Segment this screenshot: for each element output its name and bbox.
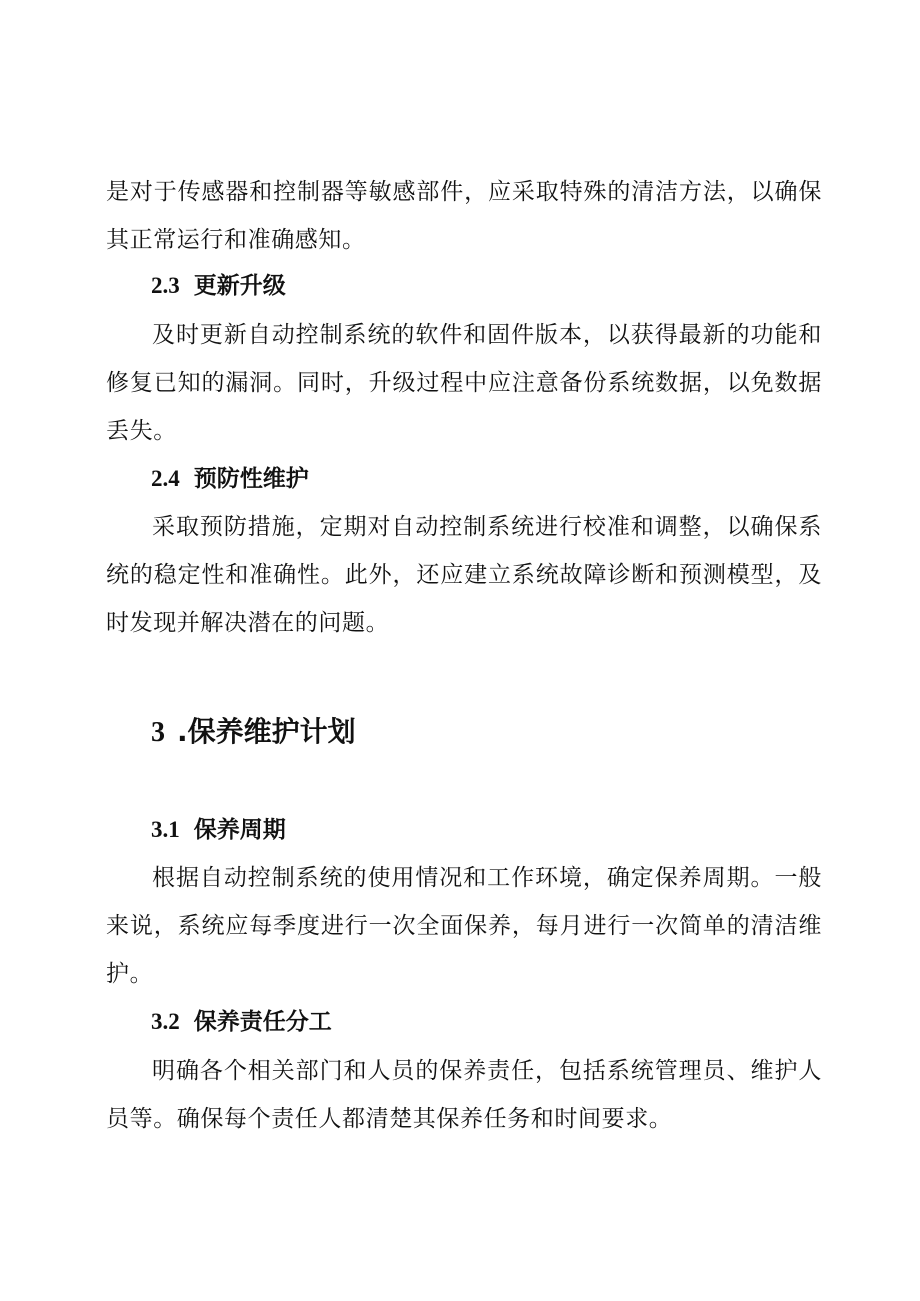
section-body-3-1: 根据自动控制系统的使用情况和工作环境，确定保养周期。一般来说，系统应每季度进行一次全面保养，每月进行一次简单的清洁维护。	[106, 865, 822, 987]
section-body-2-4: 采取预防措施，定期对自动控制系统进行校准和调整，以确保系统的稳定性和准确性。此外，还应建立系统故障诊断和预测模型，及时发现并解决潜在的问题。	[106, 514, 822, 636]
section-body-2-3: 及时更新自动控制系统的软件和固件版本，以获得最新的功能和修复已知的漏洞。同时，升级过程中应注意备份系统数据，以免数据丢失。	[106, 322, 822, 444]
section-heading-3-2	[151, 1007, 332, 1037]
section-title: 保养责任分工	[193, 1009, 332, 1035]
section-heading-2-4	[151, 464, 309, 494]
chapter-heading-3	[151, 714, 356, 751]
chapter-number: 3	[151, 717, 165, 748]
chapter-title: .保养维护计划	[177, 715, 356, 748]
section-heading-3-1	[151, 815, 286, 845]
section-number: 3.1	[151, 817, 180, 842]
section-number: 2.4	[151, 466, 180, 491]
section-title: 保养周期	[193, 817, 286, 843]
section-title: 预防性维护	[193, 466, 309, 492]
section-number: 2.3	[151, 273, 180, 298]
section-heading-2-3	[151, 271, 286, 301]
section-number: 3.2	[151, 1009, 180, 1034]
section-title: 更新升级	[193, 273, 286, 299]
section-body-3-2: 明确各个相关部门和人员的保养责任，包括系统管理员、维护人员等。确保每个责任人都清楚其保养任务和时间要求。	[106, 1058, 822, 1132]
continuation-paragraph: 是对于传感器和控制器等敏感部件，应采取特殊的清洁方法，以确保其正常运行和准确感知。	[106, 179, 822, 253]
